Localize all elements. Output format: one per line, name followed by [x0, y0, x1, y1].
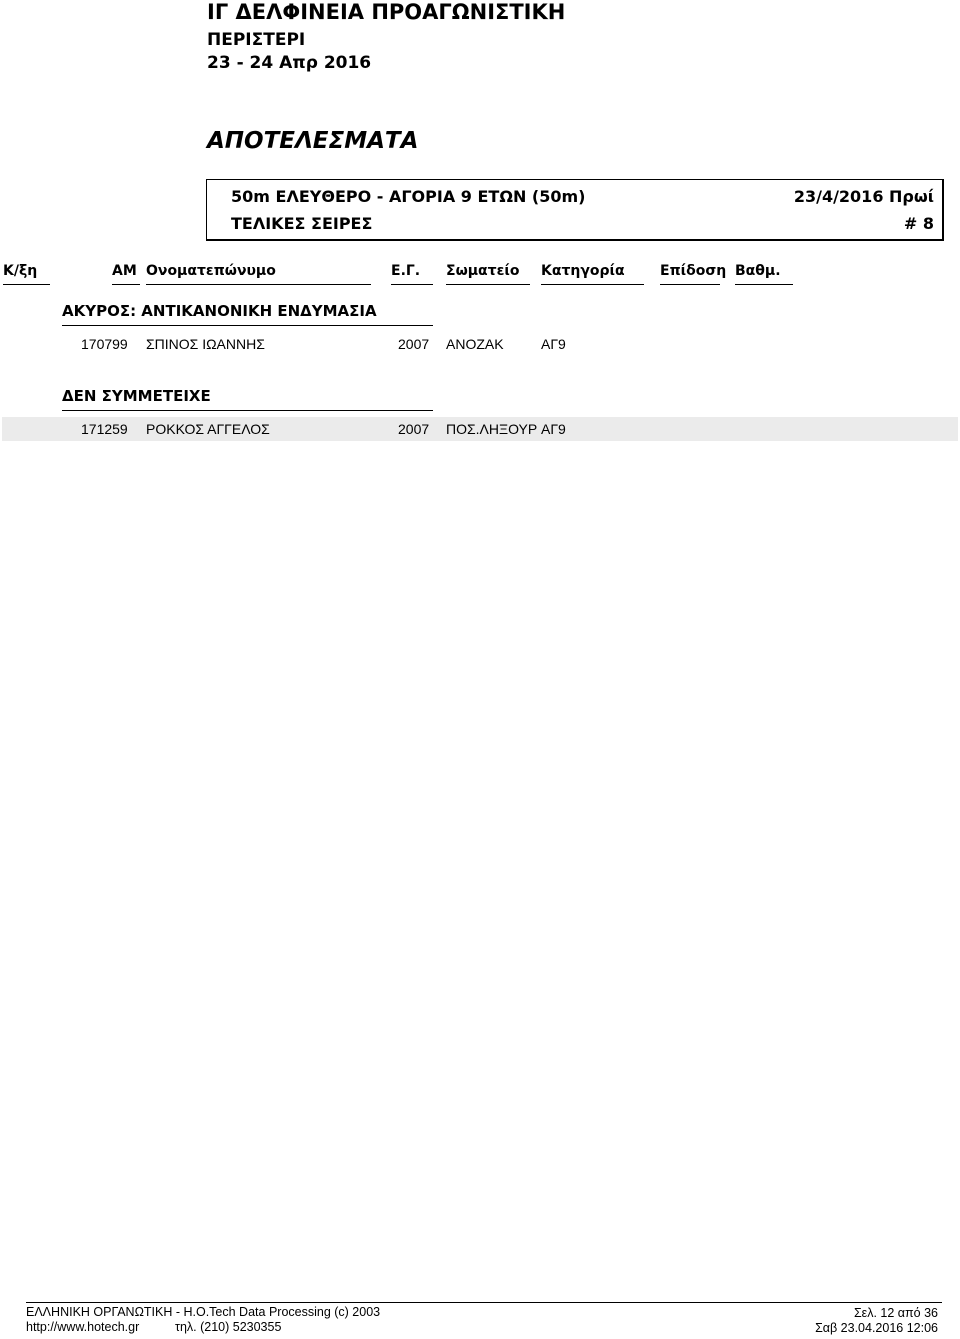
footer-divider — [26, 1302, 942, 1303]
cell-category: ΑΓ9 — [541, 421, 566, 437]
col-header-category: Κατηγορία — [541, 263, 644, 285]
event-date-session: 23/4/2016 Πρωί — [793, 187, 934, 206]
col-header-name: Ονοματεπώνυμο — [146, 263, 371, 285]
footer-company: ΕΛΛΗΝΙΚΗ ΟΡΓΑΝΩΤΙΚΗ - Η.Ο.Tech Data Processing (c) 2003 — [26, 1305, 381, 1319]
results-heading: ΑΠΟΤΕΛΕΣΜΑΤΑ — [207, 128, 419, 154]
cell-name: ΡΟΚΚΟΣ ΑΓΓΕΛΟΣ — [146, 421, 270, 437]
cell-year: 2007 — [398, 336, 430, 352]
event-name: 50m ΕΛΕΥΘΕΡΟ - ΑΓΟΡΙΑ 9 ΕΤΩΝ (50m) — [231, 187, 586, 206]
footer-website: http://www.hotech.gr — [26, 1320, 140, 1334]
col-header-points: Βαθμ. — [735, 263, 793, 285]
event-round: ΤΕΛΙΚΕΣ ΣΕΙΡΕΣ — [231, 214, 373, 233]
col-header-club: Σωματείο — [446, 263, 530, 285]
event-box — [206, 179, 944, 241]
section-title-disqualified: ΑΚΥΡΟΣ: ΑΝΤΙΚΑΝΟΝΙΚΗ ΕΝΔΥΜΑΣΙΑ — [62, 302, 433, 326]
cell-am: 170799 — [81, 336, 128, 352]
competition-dates: 23 - 24 Απρ 2016 — [207, 53, 372, 73]
footer-page-number: Σελ. 12 από 36 — [853, 1306, 938, 1320]
col-header-year: Ε.Γ. — [391, 263, 433, 285]
cell-category: ΑΓ9 — [541, 336, 566, 352]
col-header-am: ΑΜ — [112, 263, 140, 285]
cell-am: 171259 — [81, 421, 128, 437]
cell-name: ΣΠΙΝΟΣ ΙΩΑΝΝΗΣ — [146, 336, 265, 352]
cell-club: ΑΝΟΖΑΚ — [446, 336, 504, 352]
footer-phone: τηλ. (210) 5230355 — [175, 1320, 282, 1334]
cell-year: 2007 — [398, 421, 430, 437]
footer-printed-date: Σαβ 23.04.2016 12:06 — [815, 1321, 938, 1335]
col-header-performance: Επίδοση — [660, 263, 720, 285]
col-header-rank: Κ/ξη — [3, 263, 50, 285]
venue: ΠΕΡΙΣΤΕΡΙ — [207, 30, 306, 50]
cell-club: ΠΟΣ.ΛΗΞΟΥΡ — [446, 421, 538, 437]
competition-title: ΙΓ ΔΕΛΦΙΝΕΙΑ ΠΡΟΑΓΩΝΙΣΤΙΚΗ — [207, 0, 566, 24]
section-title-did-not-start: ΔΕΝ ΣΥΜΜΕΤΕΙΧΕ — [62, 387, 433, 411]
event-number: # 8 — [903, 214, 934, 233]
